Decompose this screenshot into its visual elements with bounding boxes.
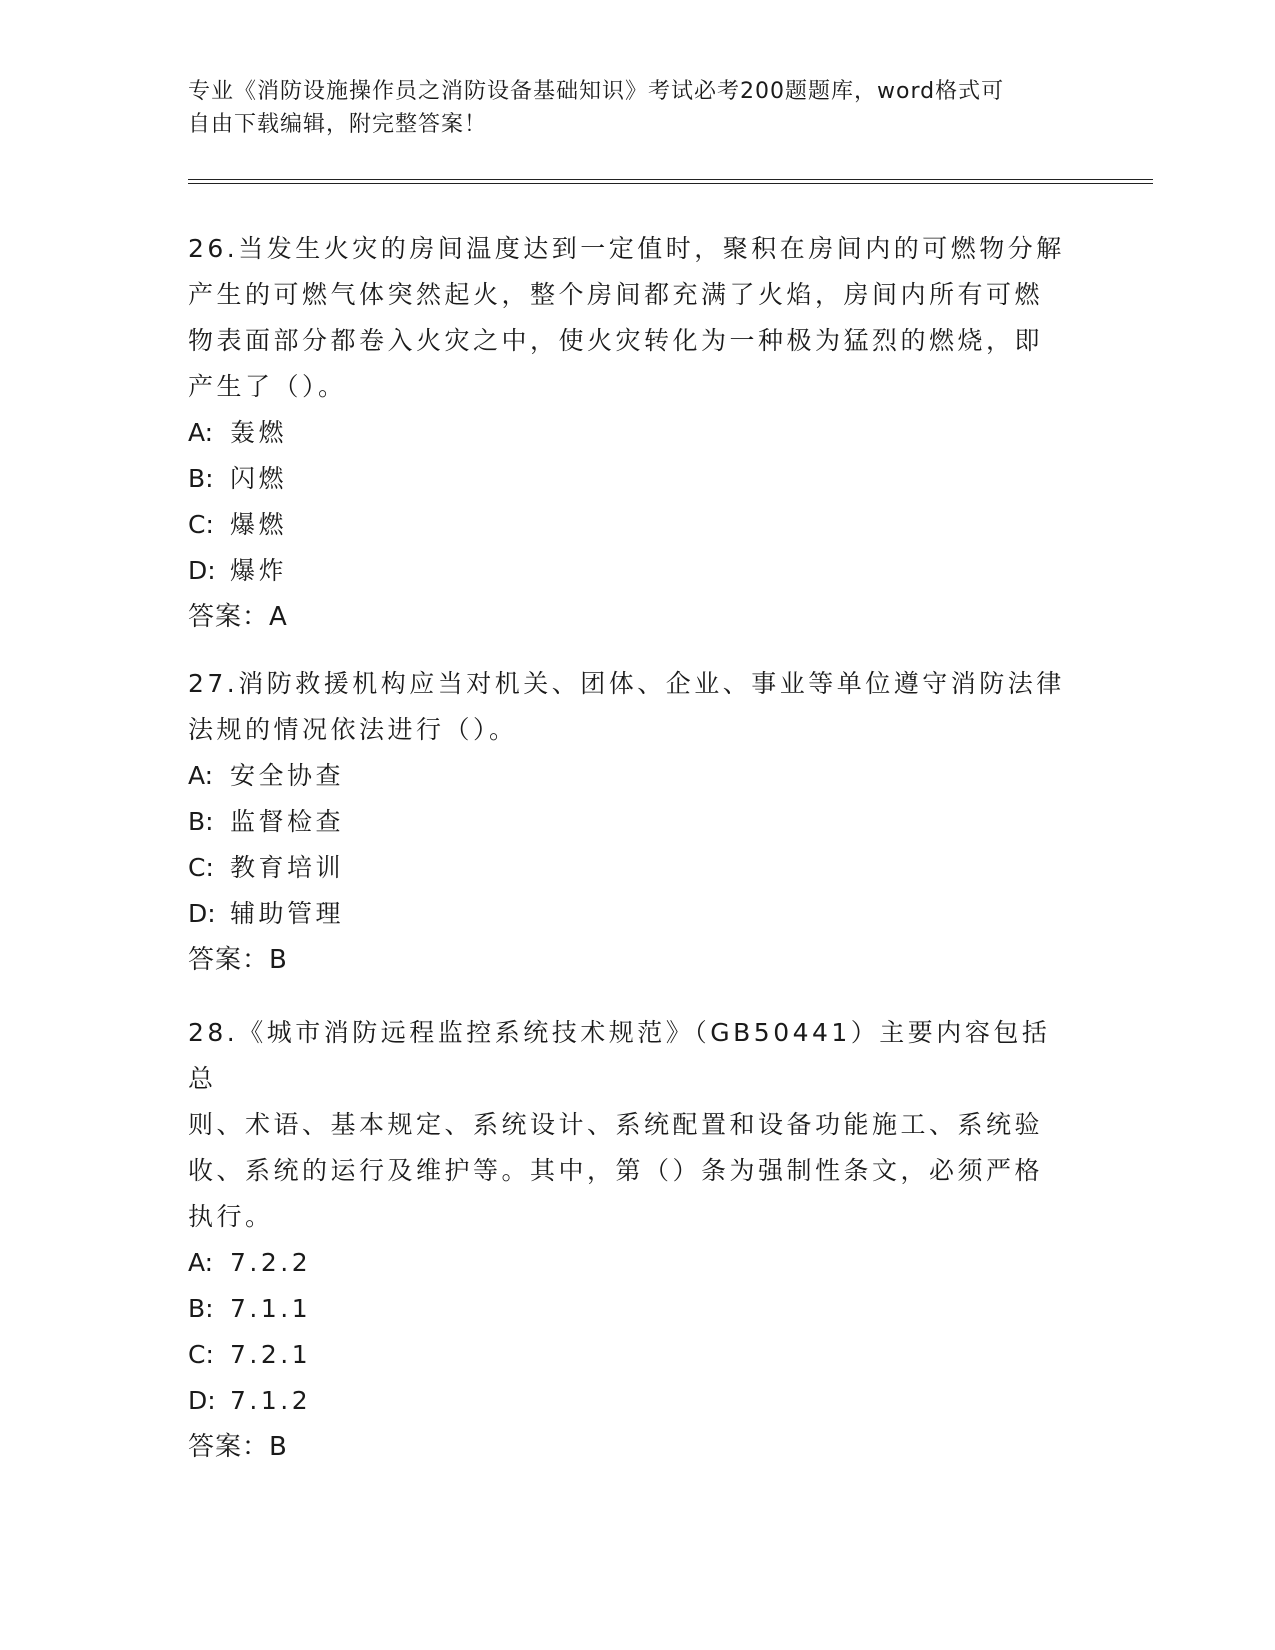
option-a: A: 安全协查 <box>188 761 345 790</box>
question-28 <box>188 1010 1078 1470</box>
question-line: 产生了（）。 <box>188 372 347 401</box>
question-27 <box>188 661 1078 983</box>
option-c: C: 爆燃 <box>188 510 288 539</box>
header-line-1: 专业《消防设施操作员之消防设备基础知识》考试必考200题题库，word格式可 <box>188 79 1005 104</box>
question-line: 26.当发生火灾的房间温度达到一定值时，聚积在房间内的可燃物分解 <box>188 234 1065 263</box>
question-line: 产生的可燃气体突然起火，整个房间都充满了火焰，房间内所有可燃 <box>188 280 1044 309</box>
option-a: A: 轰燃 <box>188 418 288 447</box>
question-line: 28.《城市消防远程监控系统技术规范》（GB50441）主要内容包括总 <box>188 1018 1051 1093</box>
document-header <box>188 75 1068 141</box>
option-b: B: 7.1.1 <box>188 1294 312 1323</box>
answer-label: 答案：B <box>188 1432 288 1462</box>
question-26 <box>188 226 1078 640</box>
option-a: A: 7.2.2 <box>188 1248 312 1277</box>
option-c: C: 7.2.1 <box>188 1340 312 1369</box>
option-b: B: 闪燃 <box>188 464 288 493</box>
header-line-2: 自由下载编辑，附完整答案！ <box>188 112 488 137</box>
question-line: 法规的情况依法进行（）。 <box>188 715 518 744</box>
option-b: B: 监督检查 <box>188 807 345 836</box>
option-d: D: 爆炸 <box>188 556 288 585</box>
answer-label: 答案：B <box>188 945 288 975</box>
header-divider-bottom <box>188 183 1153 184</box>
answer-label: 答案：A <box>188 602 288 632</box>
question-line: 则、术语、基本规定、系统设计、系统配置和设备功能施工、系统验 <box>188 1110 1044 1139</box>
question-line: 收、系统的运行及维护等。其中，第（）条为强制性条文，必须严格 <box>188 1156 1044 1185</box>
option-d: D: 辅助管理 <box>188 899 345 928</box>
header-divider-top <box>188 179 1153 180</box>
option-c: C: 教育培训 <box>188 853 345 882</box>
question-line: 物表面部分都卷入火灾之中，使火灾转化为一种极为猛烈的燃烧，即 <box>188 326 1044 355</box>
question-line: 27.消防救援机构应当对机关、团体、企业、事业等单位遵守消防法律 <box>188 669 1065 698</box>
question-line: 执行。 <box>188 1202 274 1231</box>
option-d: D: 7.1.2 <box>188 1386 312 1415</box>
